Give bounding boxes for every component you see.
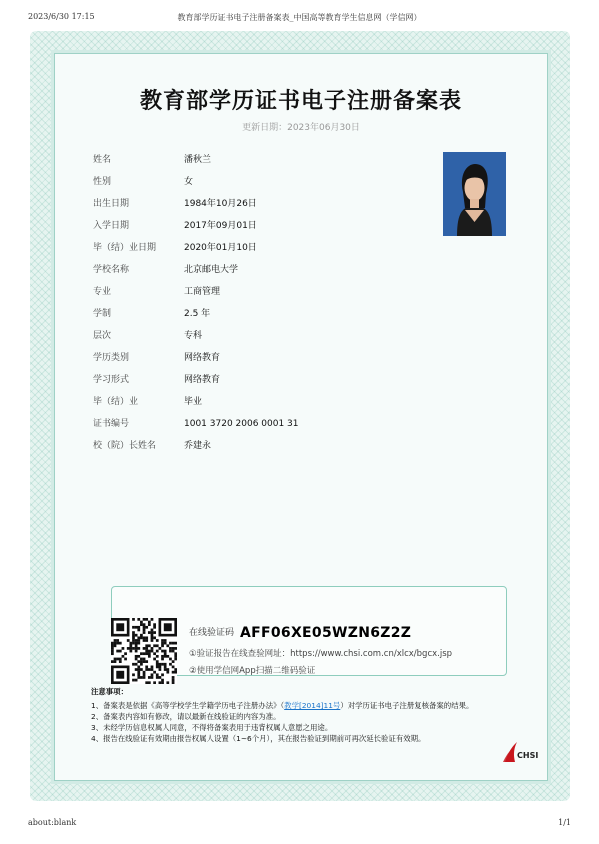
note-text: ）对学历证书电子注册复核备案的结果。 bbox=[340, 701, 474, 710]
field-row bbox=[93, 242, 423, 264]
field-row bbox=[93, 220, 423, 242]
field-value: 1984年10月26日 bbox=[184, 199, 257, 209]
field-value: 乔建永 bbox=[184, 441, 212, 451]
print-header bbox=[28, 12, 571, 26]
print-footer bbox=[28, 818, 571, 830]
field-value: 2017年09月01日 bbox=[184, 221, 257, 231]
field-row bbox=[93, 374, 423, 396]
verification-info bbox=[189, 624, 452, 676]
field-label: 学制 bbox=[93, 309, 112, 319]
field-label: 性别 bbox=[93, 177, 112, 187]
print-url: about:blank bbox=[28, 818, 77, 827]
field-row bbox=[93, 154, 423, 176]
verification-code-label: 在线验证码 bbox=[189, 628, 235, 638]
field-value: 2020年01月10日 bbox=[184, 243, 257, 253]
portrait-image bbox=[443, 152, 506, 236]
print-doc-title: 教育部学历证书电子注册备案表_中国高等教育学生信息网（学信网） bbox=[177, 13, 422, 22]
note-item: 2、备案表内容如有修改，请以最新在线验证的内容为准。 bbox=[91, 712, 281, 721]
field-label: 出生日期 bbox=[93, 199, 130, 209]
note-item: 3、未经学历信息权属人同意，不得将备案表用于违背权属人意愿之用途。 bbox=[91, 723, 333, 732]
qr-code[interactable] bbox=[111, 618, 177, 688]
field-label: 校（院）长姓名 bbox=[93, 441, 157, 451]
print-date: 2023/6/30 17:15 bbox=[28, 12, 95, 21]
field-label: 学习形式 bbox=[93, 375, 130, 385]
field-value: 毕业 bbox=[184, 397, 203, 407]
student-photo bbox=[443, 152, 506, 236]
certificate-frame bbox=[30, 31, 570, 801]
certificate-body bbox=[54, 53, 548, 781]
field-label: 专业 bbox=[93, 287, 112, 297]
field-value: 2.5 年 bbox=[184, 309, 211, 319]
field-value: 专科 bbox=[184, 331, 203, 341]
field-row bbox=[93, 286, 423, 308]
field-row bbox=[93, 396, 423, 418]
field-label: 层次 bbox=[93, 331, 112, 341]
field-row bbox=[93, 176, 423, 198]
info-fields bbox=[93, 154, 423, 462]
field-label: 姓名 bbox=[93, 155, 112, 165]
field-value: 北京邮电大学 bbox=[184, 265, 239, 275]
field-value: 工商管理 bbox=[184, 287, 221, 297]
field-value: 女 bbox=[184, 177, 194, 187]
note-text: 1、备案表是依据《高等学校学生学籍学历电子注册办法》（ bbox=[91, 701, 285, 710]
chsi-logo-text: CHSI bbox=[517, 751, 539, 760]
verification-code: AFF06XE05WZN6Z2Z bbox=[240, 625, 412, 641]
verification-url-text: ①验证报告在线查验网址：https://www.chsi.com.cn/xlcx/bgcx.jsp bbox=[189, 649, 453, 659]
field-row bbox=[93, 198, 423, 220]
field-value: 潘秋兰 bbox=[184, 155, 212, 165]
verification-code-line bbox=[189, 624, 452, 642]
page-title: 教育部学历证书电子注册备案表 bbox=[139, 89, 462, 114]
field-row bbox=[93, 440, 423, 462]
qr-code-icon[interactable] bbox=[111, 618, 177, 684]
regulation-link[interactable]: 教学[2014]11号 bbox=[284, 701, 341, 710]
field-value: 网络教育 bbox=[184, 375, 221, 385]
field-row bbox=[93, 264, 423, 286]
field-row bbox=[93, 308, 423, 330]
field-row bbox=[93, 330, 423, 352]
verification-app-text: ②使用学信网App扫描二维码验证 bbox=[189, 666, 316, 676]
update-date: 更新日期：2023年06月30日 bbox=[242, 123, 360, 133]
note-item: 4、报告在线验证有效期由报告权属人设置（1~6个月），其在报告验证到期前可再次延长验证有效期。 bbox=[91, 734, 426, 743]
field-value: 1001 3720 2006 0001 31 bbox=[184, 419, 299, 429]
field-label: 学历类别 bbox=[93, 353, 130, 363]
field-label: 毕（结）业 bbox=[93, 397, 139, 407]
field-value: 网络教育 bbox=[184, 353, 221, 363]
field-label: 入学日期 bbox=[93, 221, 130, 231]
notes-section bbox=[91, 686, 521, 744]
field-row bbox=[93, 352, 423, 374]
notes-title: 注意事项： bbox=[91, 687, 128, 696]
note-item bbox=[91, 700, 521, 711]
page-number: 1/1 bbox=[558, 818, 571, 827]
field-label: 证书编号 bbox=[93, 419, 130, 429]
field-label: 毕（结）业日期 bbox=[93, 243, 157, 253]
field-label: 学校名称 bbox=[93, 265, 130, 275]
field-row bbox=[93, 418, 423, 440]
